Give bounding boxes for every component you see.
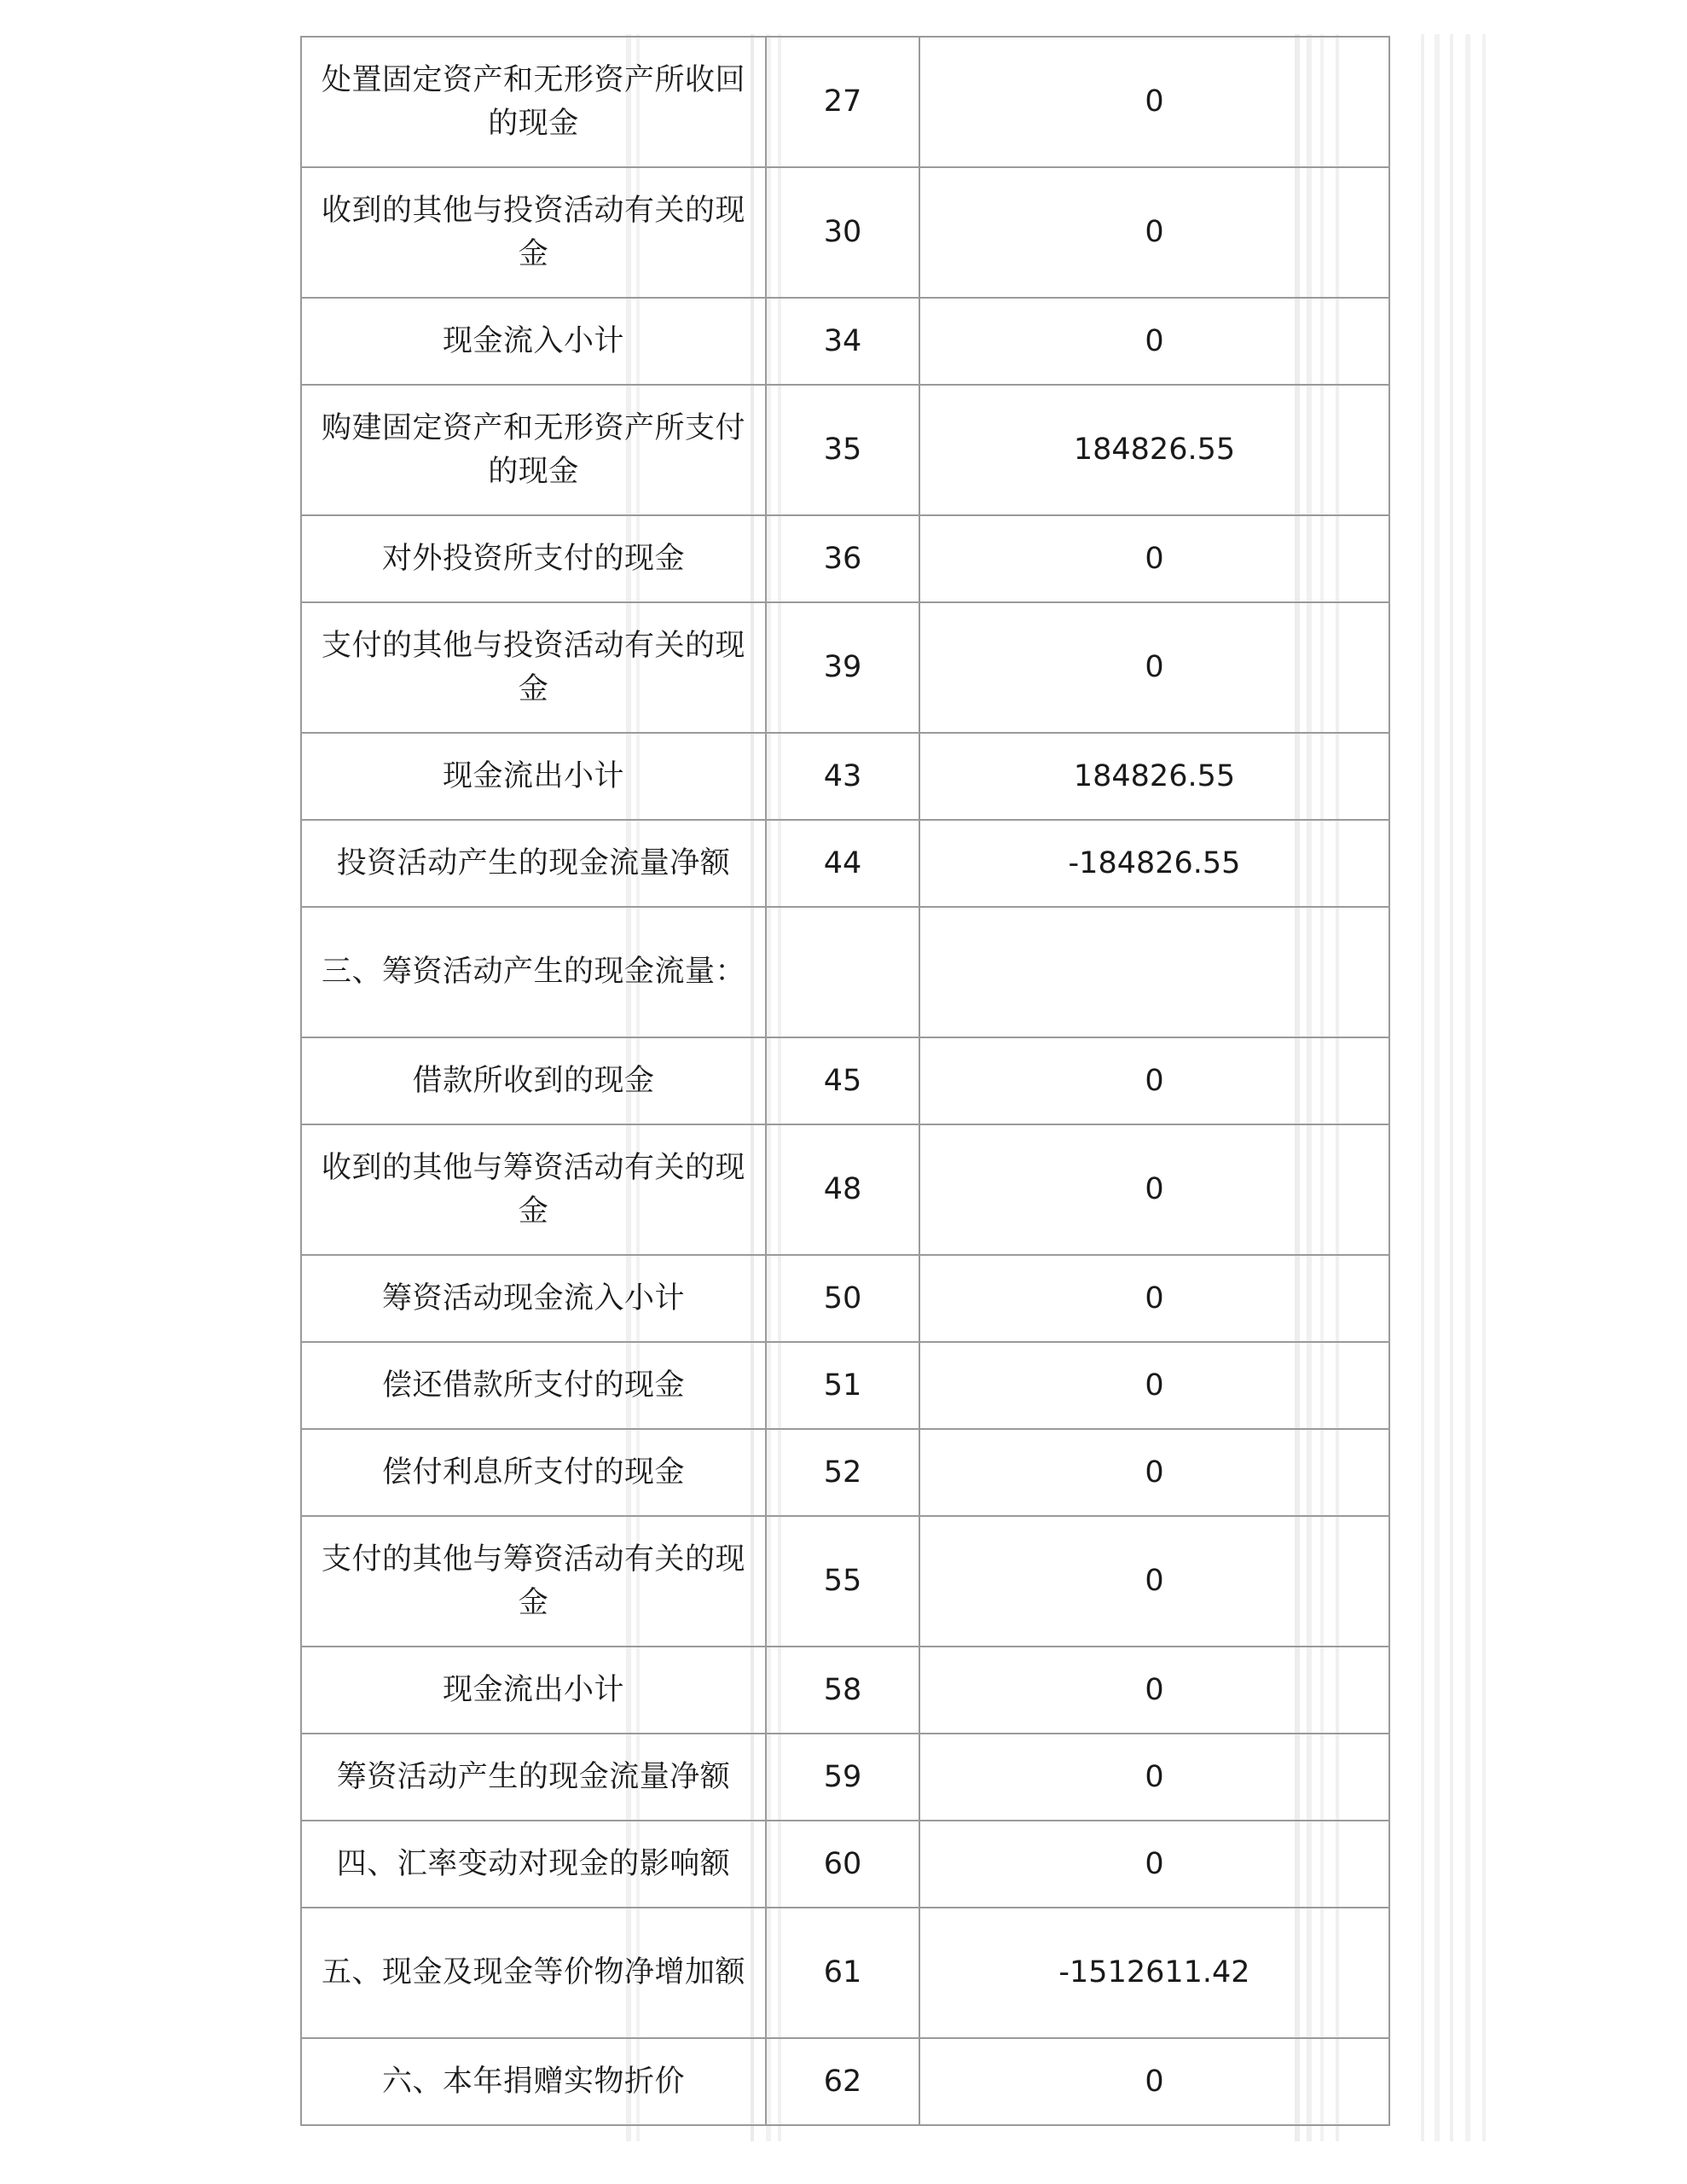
amount: 0 [919,1516,1389,1647]
amount: 0 [919,1647,1389,1734]
amount: 184826.55 [919,733,1389,820]
table-row [301,602,1389,733]
table-row [301,1124,1389,1255]
line-number: 61 [766,1908,919,2038]
table-row [301,1255,1389,1342]
item-name: 借款所收到的现金 [301,1037,766,1124]
amount: 0 [919,1429,1389,1516]
amount: 0 [919,2038,1389,2125]
item-name: 现金流出小计 [301,1647,766,1734]
line-number: 62 [766,2038,919,2125]
line-number: 55 [766,1516,919,1647]
line-number: 44 [766,820,919,907]
line-number [766,907,919,1037]
amount: 0 [919,1124,1389,1255]
item-name: 偿付利息所支付的现金 [301,1429,766,1516]
table-row [301,1342,1389,1429]
line-number: 35 [766,385,919,515]
scan-artifact [1450,34,1453,2141]
line-number: 27 [766,37,919,167]
amount [919,907,1389,1037]
line-number: 34 [766,298,919,385]
amount: -184826.55 [919,820,1389,907]
scan-artifact [1421,34,1424,2141]
amount: 0 [919,167,1389,298]
table-row [301,385,1389,515]
item-name: 筹资活动现金流入小计 [301,1255,766,1342]
amount: -1512611.42 [919,1908,1389,2038]
amount: 0 [919,515,1389,602]
table-row [301,1734,1389,1821]
table-row [301,167,1389,298]
item-name: 筹资活动产生的现金流量净额 [301,1734,766,1821]
item-name: 三、筹资活动产生的现金流量： [301,907,766,1037]
line-number: 30 [766,167,919,298]
scan-artifact [1465,34,1470,2141]
line-number: 45 [766,1037,919,1124]
item-name: 投资活动产生的现金流量净额 [301,820,766,907]
table-row [301,2038,1389,2125]
table-row [301,1821,1389,1908]
item-name: 四、汇率变动对现金的影响额 [301,1821,766,1908]
item-name: 现金流出小计 [301,733,766,820]
table-row [301,298,1389,385]
line-number: 36 [766,515,919,602]
amount: 0 [919,1734,1389,1821]
amount: 0 [919,1037,1389,1124]
table-row [301,515,1389,602]
item-name: 处置固定资产和无形资产所收回的现金 [301,37,766,167]
amount: 0 [919,298,1389,385]
table-row [301,1429,1389,1516]
table-row [301,1516,1389,1647]
line-number: 50 [766,1255,919,1342]
item-name: 对外投资所支付的现金 [301,515,766,602]
amount: 184826.55 [919,385,1389,515]
table-row [301,733,1389,820]
amount: 0 [919,1821,1389,1908]
table-row [301,1908,1389,2038]
amount: 0 [919,1255,1389,1342]
line-number: 51 [766,1342,919,1429]
table-row [301,820,1389,907]
line-number: 58 [766,1647,919,1734]
item-name: 支付的其他与投资活动有关的现金 [301,602,766,733]
amount: 0 [919,602,1389,733]
amount: 0 [919,37,1389,167]
section-header-row [301,907,1389,1037]
scan-artifact [1435,34,1440,2141]
line-number: 59 [766,1734,919,1821]
item-name: 购建固定资产和无形资产所支付的现金 [301,385,766,515]
line-number: 48 [766,1124,919,1255]
table-row [301,37,1389,167]
amount: 0 [919,1342,1389,1429]
table-row [301,1037,1389,1124]
item-name: 偿还借款所支付的现金 [301,1342,766,1429]
line-number: 60 [766,1821,919,1908]
scan-artifact [1482,34,1486,2141]
table-row [301,1647,1389,1734]
item-name: 支付的其他与筹资活动有关的现金 [301,1516,766,1647]
item-name: 收到的其他与投资活动有关的现金 [301,167,766,298]
cash-flow-table [300,36,1390,2126]
line-number: 43 [766,733,919,820]
item-name: 五、现金及现金等价物净增加额 [301,1908,766,2038]
item-name: 六、本年捐赠实物折价 [301,2038,766,2125]
line-number: 52 [766,1429,919,1516]
item-name: 现金流入小计 [301,298,766,385]
item-name: 收到的其他与筹资活动有关的现金 [301,1124,766,1255]
line-number: 39 [766,602,919,733]
